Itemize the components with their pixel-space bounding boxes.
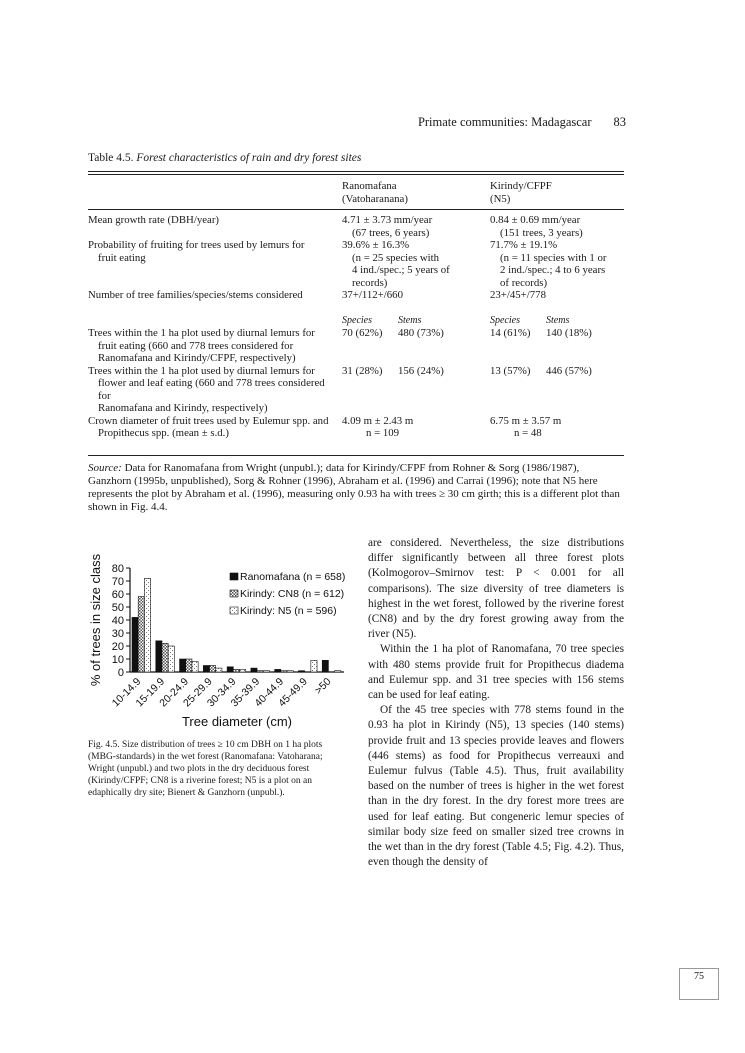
cell: n = 109 [366,427,400,439]
bar-n5 [192,662,198,672]
cell: 156 (24%) [398,364,444,377]
bar-cn8 [186,659,192,672]
running-title: Primate communities: Madagascar [417,115,592,129]
cell: 4 ind./spec.; 5 years of [352,264,450,276]
page-number: 83 [613,115,626,129]
cell: (n = 25 species with [352,251,440,264]
legend-label: Ranomafana (n = 658) [240,571,346,583]
cell: 23+/45+/778 [490,289,546,301]
bar-ranomafana [180,659,186,672]
row-label: flower and leaf eating (660 and 778 trees considered for [98,377,325,402]
source-text: Data for Ranomafana from Wright (unpubl.); data for Kirindy/CFPF from Rohner & Sorg (1986/1987), Ganzhorn (1995b, unpublished), Sorg & Rohner (1996), Abraham et al. (1996) and Carrai (1996); note that N5 here represents the plot by Abraham et al. (1996), measuring only 0.93 ha with trees ≥ 30 cm girth; this is a different plot than shown in Fig. 4.4. [88,462,620,513]
running-head [0,115,626,130]
x-tick-label: 15-19.9 [133,675,168,710]
bar-ranomafana [156,641,162,672]
table-row [88,239,624,289]
y-axis-label: % of trees in size class [88,553,103,687]
cell: records) [352,276,388,289]
table-row [88,365,624,415]
bar-n5 [144,578,150,672]
row-label: Trees within the 1 ha plot used by diurnal lemurs for [88,364,315,377]
table-row [88,327,624,365]
table-caption-text: Forest characteristics of rain and dry forest sites [136,152,362,164]
bar-chart [88,550,358,730]
bar-n5 [168,646,174,672]
cell: (151 trees, 3 years) [500,226,583,239]
y-tick-label: 60 [111,589,124,601]
legend-swatch [230,573,238,580]
x-tick-label: 10-14.9 [109,675,144,710]
cell: 480 (73%) [398,327,444,339]
row-label: Trees within the 1 ha plot used by diurnal lemurs for [88,327,315,339]
cell: 14 (61%) [490,327,531,339]
cell: n = 48 [514,427,542,439]
row-label: Probability of fruiting for trees used by lemurs for [88,239,305,251]
bar-cn8 [281,671,287,672]
cell: 39.6% ± 16.3% [342,239,410,251]
legend-label: Kirindy: CN8 (n = 612) [240,588,345,600]
data-table [88,180,624,440]
y-tick-label: 30 [111,628,124,640]
y-tick-label: 40 [111,615,124,627]
table-row [88,289,624,302]
bar-ranomafana [322,660,328,672]
bar-ranomafana [275,669,281,672]
legend-swatch [230,590,238,597]
bar-n5 [216,668,222,672]
col-head-kirindy-sub: (N5) [490,192,511,205]
y-tick-label: 20 [111,641,124,653]
bar-n5 [287,671,293,672]
x-tick-label: 35-39.9 [228,675,263,710]
subheader-row [88,314,624,328]
cell: 0.84 ± 0.69 mm/year [490,214,581,226]
table-bottom-rule [88,455,624,456]
row-label: Ranomafana and Kirindy/CFPF, respectively) [98,352,296,364]
col-head-ranomafana-sub: (Vatoharanana) [342,192,408,205]
x-tick-label: 20-24.9 [157,675,191,710]
corner-page-tab [679,968,719,1000]
y-tick-label: 0 [117,667,124,679]
table-caption-label: Table 4.5. [88,152,134,164]
table-caption [88,152,361,164]
bar-cn8 [210,666,216,673]
cell: (67 trees, 6 years) [352,226,430,239]
table-top-rule-2 [88,174,624,175]
cell: 4.09 m ± 2.43 m [342,414,414,427]
legend-label: Kirindy: N5 (n = 596) [240,605,337,617]
bar-cn8 [257,671,263,672]
figure-caption: Fig. 4.5. Size distribution of trees ≥ 10 cm DBH on 1 ha plots (MBG-standards) in the wet forest (Ranomafana: Vatoharana; Wright (unpubl.) and two plots in the dry deciduous forest (Kirindy/CFPF; CN8 is a riverine forest; N5 is a plot on an edaphically dry site; Bienert & Ganzhorn (unpubl.). [88,740,323,798]
table-header-row [88,180,624,205]
table-row [88,214,624,239]
paragraph: Within the 1 ha plot of Ranomafana, 70 tree species with 480 stems provide fruit for Propithecus diadema and Eulemur spp. and 31 tree species with 156 stems can be used for leaf eating. [368,643,624,702]
row-label: Propithecus spp. (mean ± s.d.) [98,427,229,439]
cell: (n = 11 species with 1 or [500,251,607,264]
x-tick-label: 30-34.9 [204,675,239,710]
x-tick-label: 25-29.9 [181,675,215,710]
row-label: Mean growth rate (DBH/year) [88,214,220,226]
subhead-species: Species [342,314,372,326]
bar-cn8 [162,643,168,672]
subhead-stems: Stems [398,314,422,326]
cell: 70 (62%) [342,327,383,339]
cell: 2 ind./spec.; 4 to 6 years [500,264,606,276]
x-tick-label: 45-49.9 [276,675,310,710]
paragraph: Of the 45 tree species with 778 stems found in the 0.93 ha plot in Kirindy (N5), 13 species (140 stems) provide fruit and 13 species provide leaves and flowers (446 stems) as food for Propithecus verreauxi and Eulemur fulvus (Table 4.5). Thus, fruit availability based on the number of trees is higher in the wet forest than in the dry forest. In the dry forest more trees are used for leaf eating. But congeneric lemur species of similar body size feed on smaller sized tree crowns in the wet than in the dry forest (Table 4.5; Fig. 4.2). Thus, even though the density of [368,704,624,869]
table-source-note [88,462,624,514]
body-text [368,536,624,870]
cell: 446 (57%) [546,364,592,377]
bar-n5 [335,671,341,672]
bar-ranomafana [203,666,209,673]
bar-n5 [240,669,246,672]
cell: 71.7% ± 19.1% [490,239,558,251]
cell: 6.75 m ± 3.57 m [490,414,562,427]
corner-page-number: 75 [694,971,704,982]
y-tick-label: 10 [111,654,124,666]
cell: 13 (57%) [490,364,531,377]
row-label: Ranomafana and Kirindy, respectively) [98,402,268,414]
row-label: Crown diameter of fruit trees used by Eulemur spp. and [88,414,329,427]
bar-cn8 [138,597,144,672]
bar-ranomafana [227,667,233,672]
subhead-species: Species [490,314,520,326]
paragraph: are considered. Nevertheless, the size distributions differ significantly between all three forest plots (Kolmogorov–Smirnov test: P < 0.001 for all comparisons). The size diversity of tree diameters is highest in the wet forest, followed by the riverine forest (CN8) and by the dry forest growing away from the river (N5). [368,537,624,641]
cell: 4.71 ± 3.73 mm/year [342,214,433,226]
table-row [88,415,624,440]
col-head-ranomafana: Ranomafana [342,180,397,192]
cell: 31 (28%) [342,364,383,377]
bar-ranomafana [132,617,138,672]
bar-n5 [263,671,269,672]
table-top-rule [88,171,624,172]
subhead-stems: Stems [546,314,570,326]
y-tick-label: 70 [111,576,124,588]
figure-chart [88,550,358,730]
x-tick-label: >50 [312,675,334,697]
row-label: Number of tree families/species/stems considered [88,289,303,301]
col-head-kirindy: Kirindy/CFPF [490,180,552,192]
y-tick-label: 80 [111,563,124,575]
bar-ranomafana [298,671,304,672]
x-tick-label: 40-44.9 [252,675,287,710]
x-axis-label: Tree diameter (cm) [181,714,293,729]
cell: 37+/112+/660 [342,289,403,301]
row-label: fruit eating [98,251,146,264]
source-label: Source: [88,462,122,474]
row-label: fruit eating (660 and 778 trees considered for [98,339,294,352]
bar-ranomafana [251,668,257,672]
bar-cn8 [233,669,239,672]
legend-swatch [230,607,238,614]
cell: 140 (18%) [546,327,592,339]
y-tick-label: 50 [111,602,124,614]
cell: of records) [500,276,548,289]
bar-n5 [311,660,317,672]
